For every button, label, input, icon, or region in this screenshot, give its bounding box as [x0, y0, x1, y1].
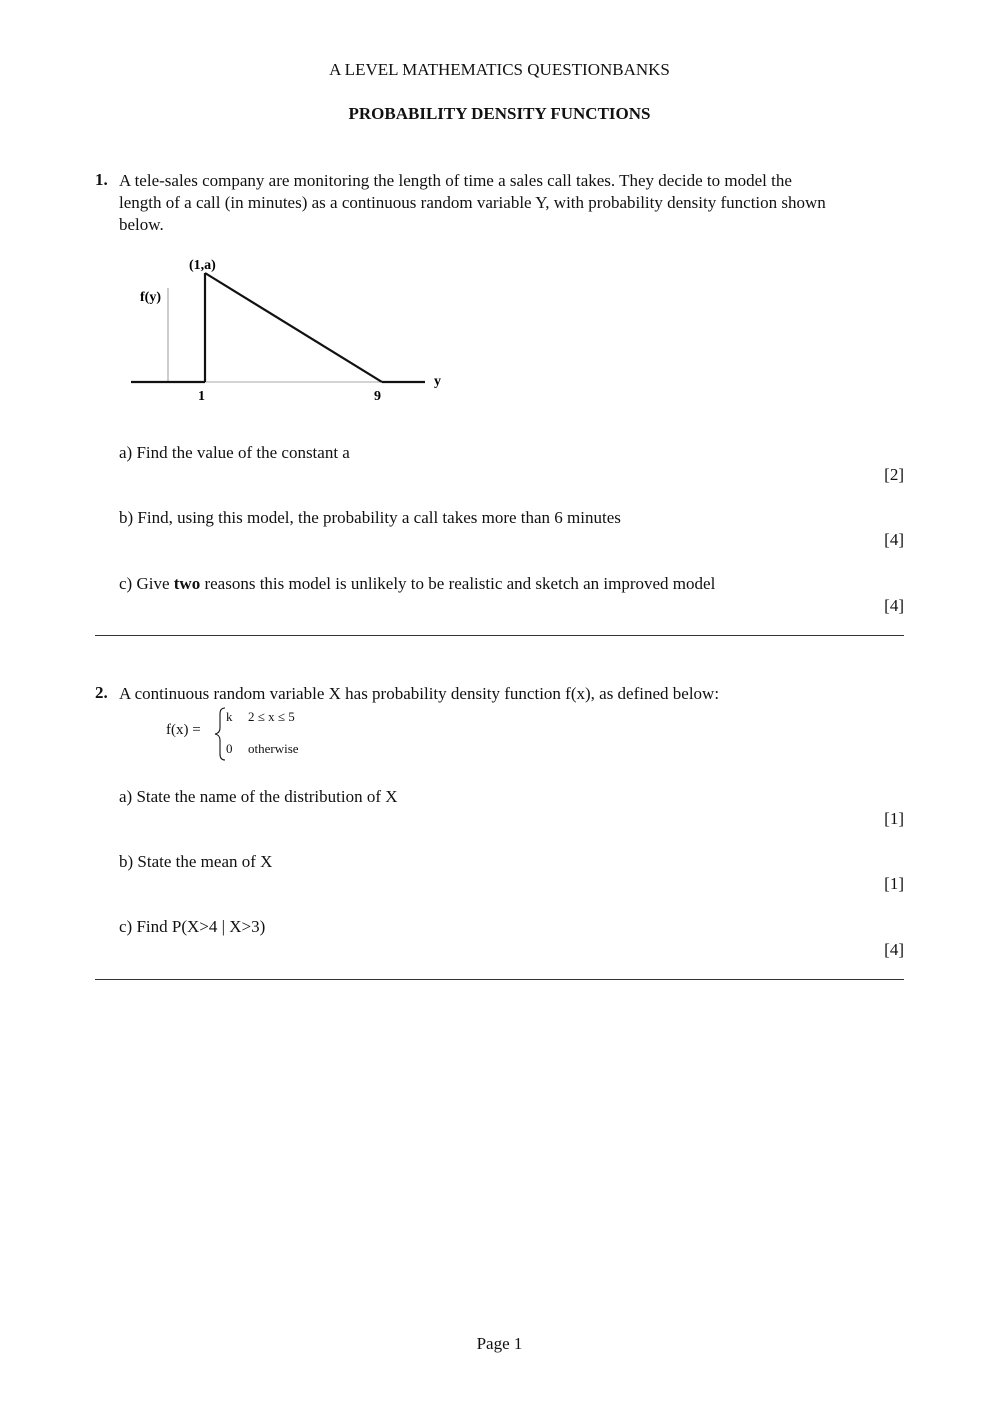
graph-xlabel: y	[434, 374, 441, 389]
document-series-title: A LEVEL MATHEMATICS QUESTIONBANKS	[329, 60, 670, 79]
graph-peak-label: (1,a)	[189, 258, 216, 273]
q1-part-a: a) Find the value of the constant a	[119, 443, 350, 462]
q1-part-c	[119, 574, 715, 594]
q1-part-c-bold: two	[173, 574, 201, 593]
q1-part-b: b) Find, using this model, the probability a call takes more than 6 minutes	[119, 508, 621, 527]
graph-ylabel: f(y)	[140, 290, 161, 305]
q2-part-a-mark: [1]	[884, 809, 904, 828]
pdf-lhs: f(x) =	[166, 722, 201, 738]
question-1-line-1: A tele-sales company are monitoring the length of time a sales call takes. They decide to model the	[119, 171, 792, 190]
question-1-line-2: length of a call (in minutes) as a continuous random variable Y, with probability density function shown	[119, 193, 826, 212]
graph-tick-9: 9	[374, 389, 381, 404]
question-2-text: A continuous random variable X has probability density function f(x), as defined below:	[119, 684, 720, 703]
pdf-case-2-condition: otherwise	[248, 741, 299, 756]
q1-part-c-mark: [4]	[884, 596, 904, 615]
q2-part-a: a) State the name of the distribution of X	[119, 787, 398, 806]
q2-part-c-mark: [4]	[884, 940, 904, 959]
q1-part-a-mark: [2]	[884, 465, 904, 484]
q1-part-c-pre: c) Give	[119, 574, 174, 593]
q1-part-b-mark: [4]	[884, 530, 904, 549]
graph-tick-1: 1	[198, 389, 205, 404]
question-2-number: 2.	[95, 683, 108, 702]
pdf-case-2-value: 0	[226, 741, 233, 756]
page-title: PROBABILITY DENSITY FUNCTIONS	[348, 104, 651, 123]
pdf-graph	[0, 0, 999, 420]
page-number: Page 1	[476, 1334, 523, 1353]
divider-2	[95, 979, 904, 980]
q2-part-b: b) State the mean of X	[119, 852, 273, 871]
pdf-case-1-condition: 2 ≤ x ≤ 5	[248, 709, 295, 724]
q1-part-c-post: reasons this model is unlikely to be realistic and sketch an improved model	[200, 574, 716, 593]
question-1-number: 1.	[95, 170, 108, 189]
q2-part-b-mark: [1]	[884, 874, 904, 893]
pdf-case-1-value: k	[226, 709, 233, 724]
divider-1	[95, 635, 904, 636]
graph-decreasing-line	[205, 273, 382, 382]
question-1-line-3: below.	[119, 215, 164, 234]
q2-part-c: c) Find P(X>4 | X>3)	[119, 917, 266, 936]
